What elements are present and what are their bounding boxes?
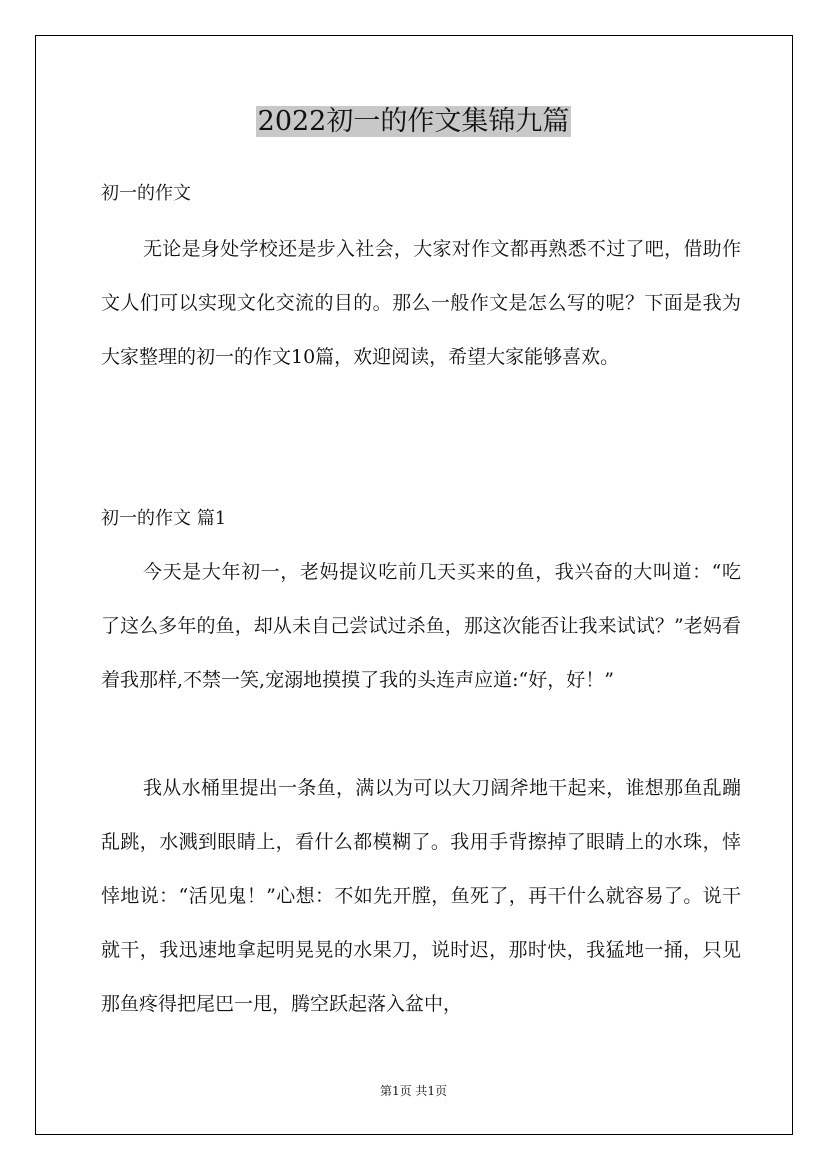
- intro-heading: 初一的作文: [101, 183, 191, 204]
- page-footer: 第1页 共1页: [379, 1084, 448, 1098]
- intro-paragraph: 无论是身处学校还是步入社会，大家对作文都再熟悉不过了吧，借助作文人们可以实现文化交流的目的。那么一般作文是怎么写的呢？下面是我为大家整理的初一的作文10篇，欢迎阅读，希望大家能够喜欢。: [101, 238, 741, 368]
- section1-paragraph-1: 今天是大年初一，老妈提议吃前几天买来的鱼，我兴奋的大叫道：“吃了这么多年的鱼，却从未自己尝试过杀鱼，那这次能否让我来试试？”老妈看着我那样,不禁一笑,宠溺地摸摸了我的头连声应道:“好，好！”: [101, 561, 741, 691]
- document-title-text: 2022初一的作文集锦九篇: [257, 106, 570, 137]
- document-title: [0, 102, 827, 142]
- section1-heading: 初一的作文 篇1: [101, 508, 227, 529]
- section1-paragraph-2: 我从水桶里提出一条鱼，满以为可以大刀阔斧地干起来，谁想那鱼乱蹦乱跳，水溅到眼睛上，看什么都模糊了。我用手背擦掉了眼睛上的水珠，悻悻地说：“活见鬼！”心想：不如先开膛，鱼死了，再干什么就容易了。说干就干，我迅速地拿起明晃晃的水果刀，说时迟，那时快，我猛地一捅，只见那鱼疼得把尾巴一甩，腾空跃起落入盆中，: [101, 777, 741, 1015]
